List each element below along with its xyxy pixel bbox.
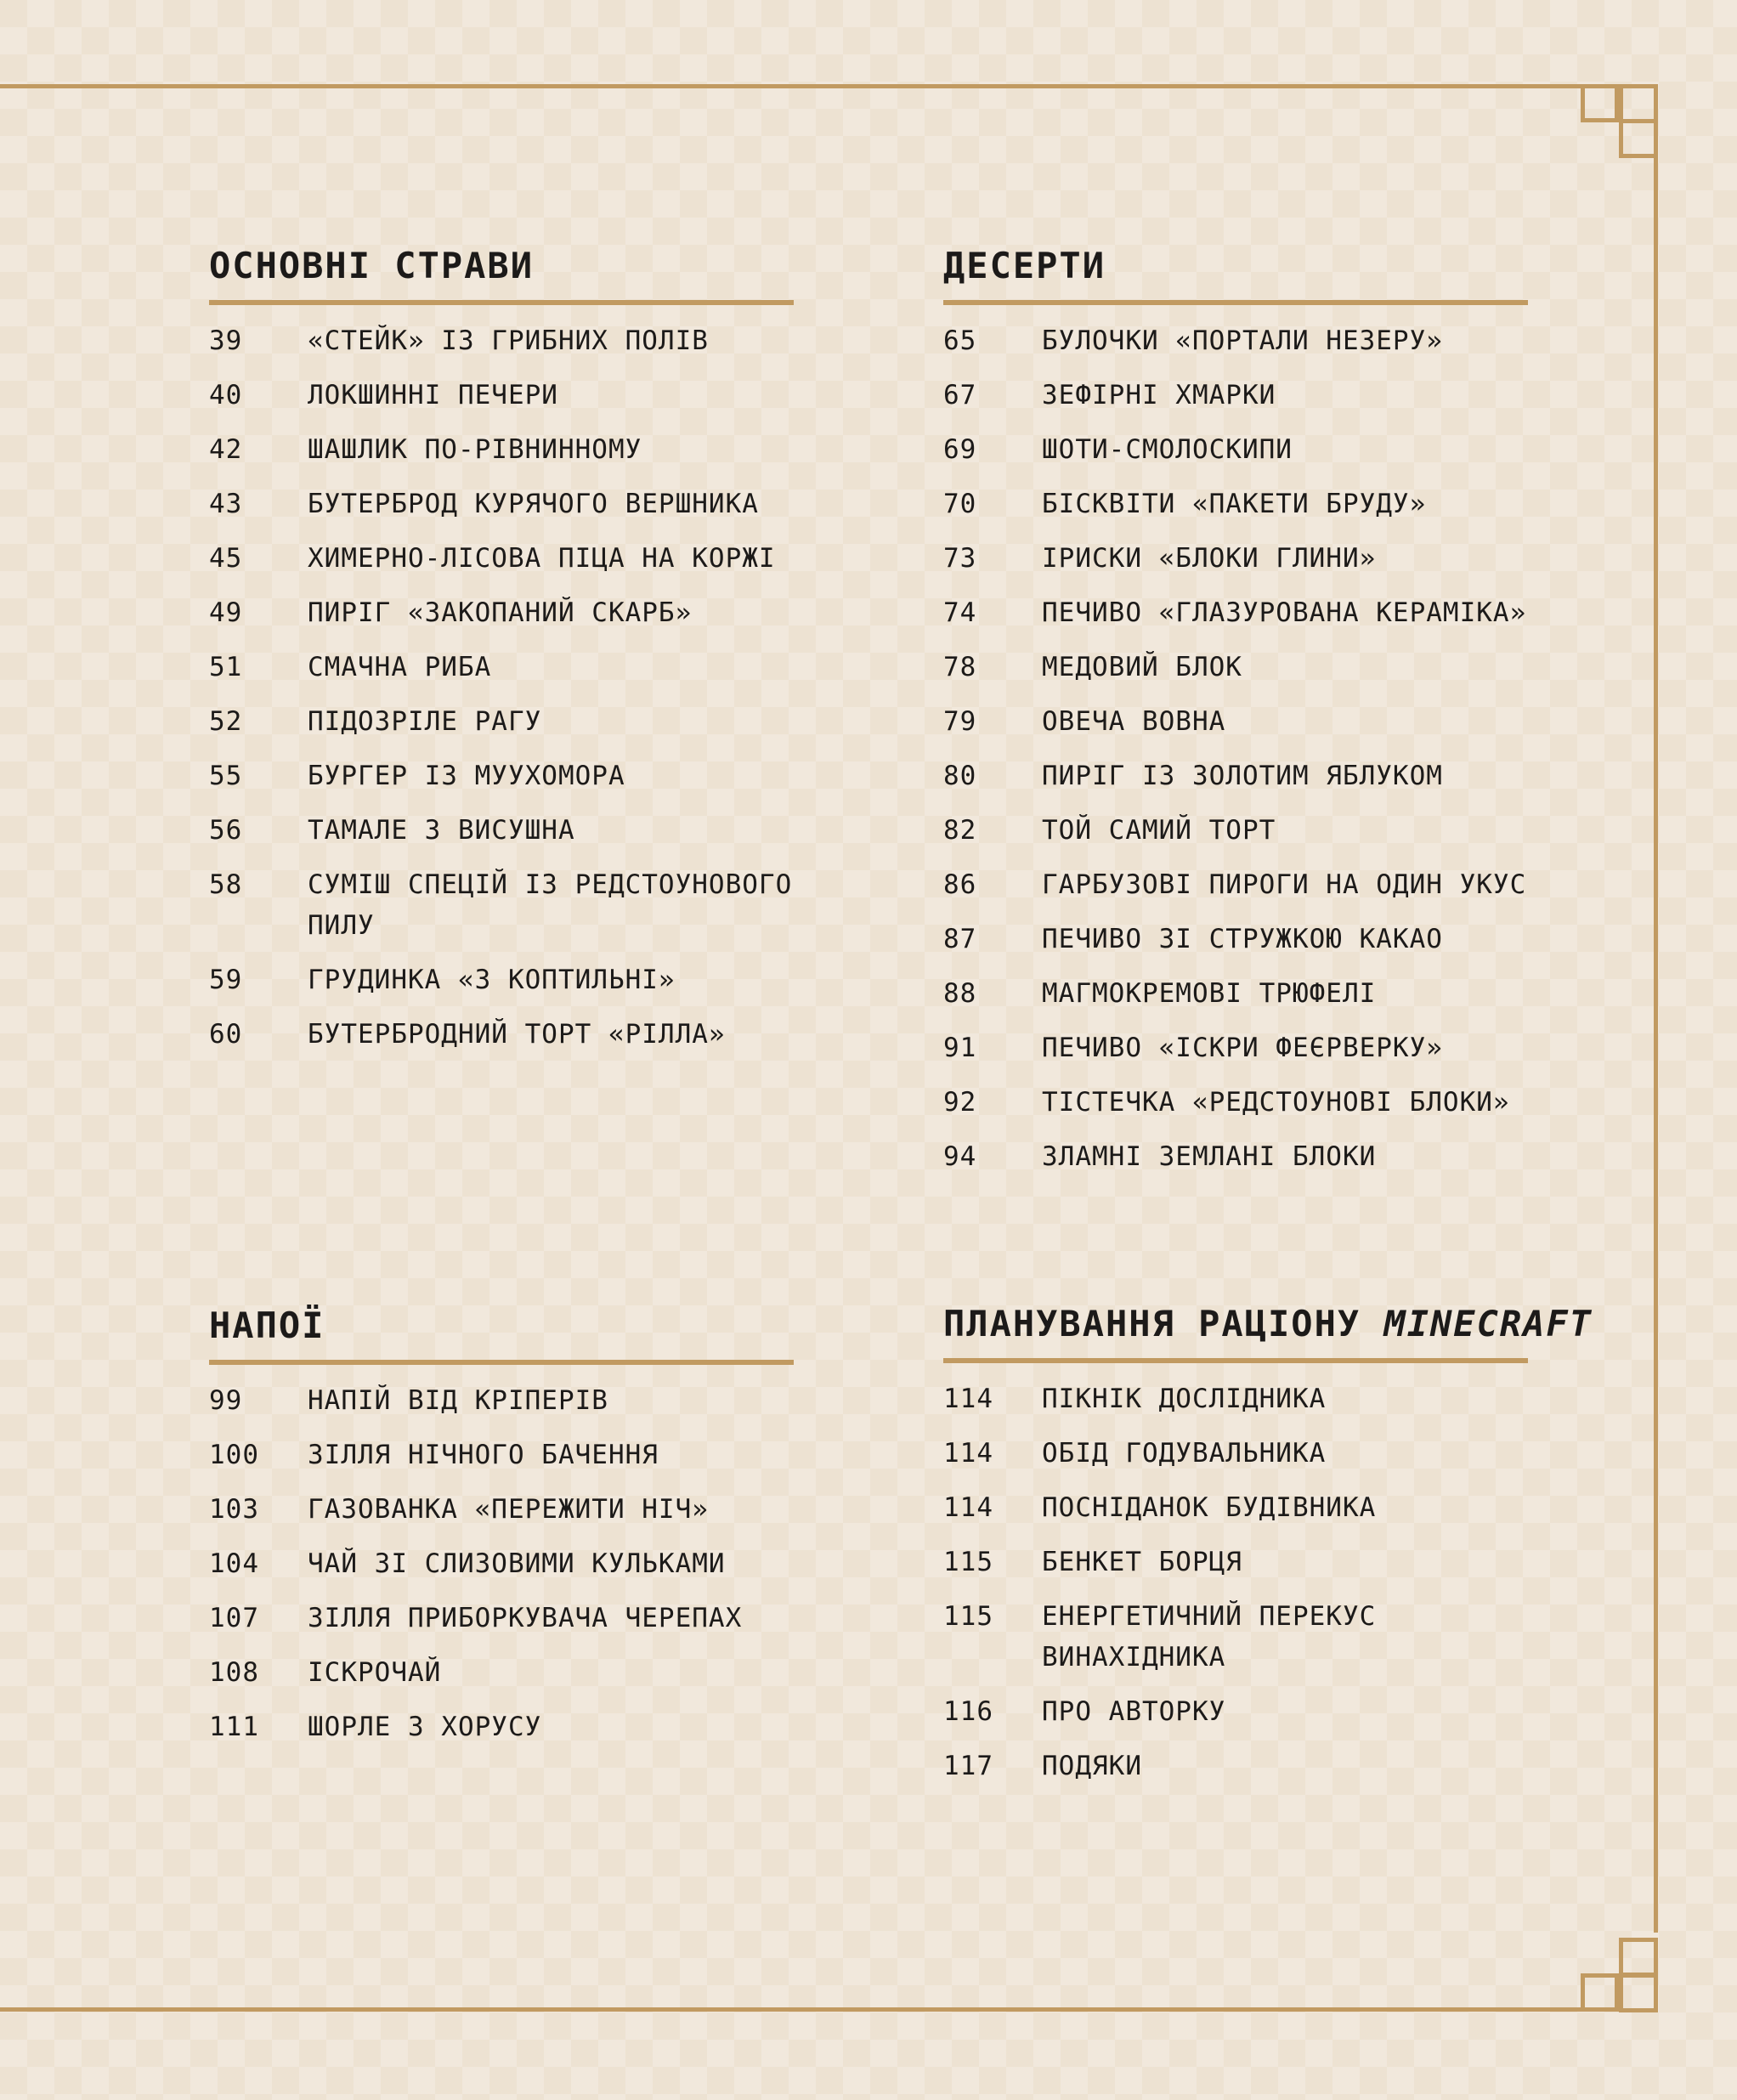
toc-entry[interactable]	[209, 756, 821, 810]
toc-entry[interactable]	[209, 1380, 821, 1435]
toc-entry[interactable]	[943, 1691, 1555, 1746]
entry-title: СУМІШ СПЕЦІЙ ІЗ РЕДСТОУНОВОГО ПИЛУ	[308, 869, 793, 941]
toc-entry[interactable]	[209, 647, 821, 701]
entry-title: ПЕЧИВО «ІСКРИ ФЕЄРВЕРКУ»	[1042, 1033, 1443, 1063]
toc-entry[interactable]	[209, 538, 821, 592]
page-number: 51	[209, 652, 243, 682]
brand-name: MINECRAFT	[1383, 1303, 1593, 1344]
entry-title: ПОДЯКИ	[1042, 1751, 1142, 1781]
entry-title: МАГМОКРЕМОВІ ТРЮФЕЛІ	[1042, 978, 1377, 1009]
entry-title: ПИРІГ ІЗ ЗОЛОТИМ ЯБЛУКОМ	[1042, 761, 1443, 791]
entry-title: ТОЙ САМИЙ ТОРТ	[1042, 815, 1276, 846]
page-number: 115	[943, 1601, 993, 1632]
entry-title: СМАЧНА РИБА	[308, 652, 492, 682]
page-number: 91	[943, 1033, 977, 1063]
page-number: 115	[943, 1547, 993, 1577]
page-number: 103	[209, 1494, 259, 1525]
page-number: 82	[943, 815, 977, 846]
toc-entry[interactable]	[943, 1378, 1555, 1433]
toc-entry[interactable]	[209, 320, 821, 375]
toc-entry[interactable]	[943, 320, 1555, 375]
toc-list	[209, 320, 821, 1068]
entry-title: ГАЗОВАНКА «ПЕРЕЖИТИ НІЧ»	[308, 1494, 709, 1525]
frame-top-border	[0, 84, 1586, 88]
frame-corner-ornament-bottom-inner	[1619, 1973, 1658, 2012]
page-number: 92	[943, 1087, 977, 1118]
page-number: 86	[943, 869, 977, 900]
toc-entry[interactable]	[943, 647, 1555, 701]
frame-corner-ornament-top-inner	[1619, 84, 1658, 123]
frame-corner-ornament-bottom-upper	[1619, 1938, 1658, 1977]
toc-entry[interactable]	[943, 1136, 1555, 1191]
page-number: 114	[943, 1384, 993, 1414]
page-number: 70	[943, 489, 977, 519]
entry-title: ТАМАЛЕ З ВИСУШНА	[308, 815, 575, 846]
page-number: 117	[943, 1751, 993, 1781]
entry-title: БУЛОЧКИ «ПОРТАЛИ НЕЗЕРУ»	[1042, 325, 1443, 356]
page-number: 58	[209, 869, 243, 900]
entry-title: ЗЛАМНІ ЗЕМЛАНІ БЛОКИ	[1042, 1141, 1377, 1172]
page-number: 65	[943, 325, 977, 356]
entry-title: ГАРБУЗОВІ ПИРОГИ НА ОДИН УКУС	[1042, 869, 1527, 900]
frame-right-border	[1654, 156, 1658, 1933]
toc-entry[interactable]	[209, 959, 821, 1014]
toc-entry[interactable]	[943, 592, 1555, 647]
entry-title: ІСКРОЧАЙ	[308, 1657, 442, 1688]
toc-entry[interactable]	[943, 484, 1555, 538]
page-number: 60	[209, 1019, 243, 1050]
frame-bottom-border	[0, 2007, 1586, 2012]
entry-title: БУТЕРБРОД КУРЯЧОГО ВЕРШНИКА	[308, 489, 759, 519]
toc-list	[209, 1380, 821, 1761]
toc-entry[interactable]	[943, 1487, 1555, 1542]
toc-entry[interactable]	[943, 1542, 1555, 1596]
page-number: 116	[943, 1696, 993, 1727]
toc-entry[interactable]	[209, 1652, 821, 1707]
section-title	[943, 1300, 1593, 1348]
entry-title: ЧАЙ ЗІ СЛИЗОВИМИ КУЛЬКАМИ	[308, 1548, 726, 1579]
toc-entry[interactable]	[943, 429, 1555, 484]
frame-corner-ornament-top-lower	[1619, 119, 1658, 158]
page-number: 87	[943, 924, 977, 954]
toc-entry[interactable]	[943, 701, 1555, 756]
toc-list	[943, 1378, 1555, 1691]
toc-entry[interactable]	[943, 919, 1555, 973]
entry-title: ІРИСКИ «БЛОКИ ГЛИНИ»	[1042, 543, 1377, 574]
entry-title: ЛОКШИННІ ПЕЧЕРИ	[308, 380, 558, 410]
entry-title: ЗЕФІРНІ ХМАРКИ	[1042, 380, 1276, 410]
section-divider	[943, 300, 1528, 305]
toc-entry[interactable]	[943, 810, 1555, 864]
page-number: 79	[943, 706, 977, 737]
section-desserts	[943, 242, 1555, 1191]
page-number: 40	[209, 380, 243, 410]
entry-title: НАПІЙ ВІД КРІПЕРІВ	[308, 1385, 608, 1416]
entry-title: ПИРІГ «ЗАКОПАНИЙ СКАРБ»	[308, 597, 693, 628]
section-divider	[209, 1360, 794, 1365]
section-title: НАПОЇ	[209, 1305, 325, 1346]
entry-title: ЗІЛЛЯ ПРИБОРКУВАЧА ЧЕРЕПАХ	[308, 1603, 743, 1633]
entry-title: МЕДОВИЙ БЛОК	[1042, 652, 1242, 682]
toc-entry[interactable]	[943, 375, 1555, 429]
toc-entry[interactable]	[943, 1027, 1555, 1082]
toc-extra-list	[943, 1691, 1555, 1800]
entry-title: «СТЕЙК» ІЗ ГРИБНИХ ПОЛІВ	[308, 325, 709, 356]
entry-title: БЕНКЕТ БОРЦЯ	[1042, 1547, 1242, 1577]
entry-title: ОБІД ГОДУВАЛЬНИКА	[1042, 1438, 1327, 1469]
entry-title: БУТЕРБРОДНИЙ ТОРТ «РІЛЛА»	[308, 1019, 726, 1050]
toc-entry[interactable]	[943, 1596, 1555, 1691]
entry-title: ШАШЛИК ПО-РІВНИННОМУ	[308, 434, 642, 465]
page-number: 49	[209, 597, 243, 628]
toc-entry[interactable]	[209, 864, 821, 959]
page-number: 107	[209, 1603, 259, 1633]
toc-entry[interactable]	[943, 864, 1555, 919]
page-number: 108	[209, 1657, 259, 1688]
entry-title: ТІСТЕЧКА «РЕДСТОУНОВІ БЛОКИ»	[1042, 1087, 1510, 1118]
entry-title: ПЕЧИВО «ГЛАЗУРОВАНА КЕРАМІКА»	[1042, 597, 1527, 628]
entry-title: ПЕЧИВО ЗІ СТРУЖКОЮ КАКАО	[1042, 924, 1443, 954]
page-number: 94	[943, 1141, 977, 1172]
entry-title: ШОТИ-СМОЛОСКИПИ	[1042, 434, 1293, 465]
toc-entry[interactable]	[209, 1435, 821, 1489]
section-drinks	[209, 1302, 821, 1761]
toc-entry[interactable]	[209, 810, 821, 864]
toc-entry[interactable]	[209, 484, 821, 538]
section-divider	[209, 300, 794, 305]
entry-title: ЕНЕРГЕТИЧНИЙ ПЕРЕКУС ВИНАХІДНИКА	[1042, 1601, 1377, 1673]
entry-title: ПОСНІДАНОК БУДІВНИКА	[1042, 1492, 1377, 1523]
entry-title: ПРО АВТОРКУ	[1042, 1696, 1226, 1727]
toc-entry[interactable]	[943, 973, 1555, 1027]
toc-entry[interactable]	[943, 1082, 1555, 1136]
entry-title: ПІДОЗРІЛЕ РАГУ	[308, 706, 542, 737]
entry-title: ЗІЛЛЯ НІЧНОГО БАЧЕННЯ	[308, 1440, 659, 1470]
entry-title: БУРГЕР ІЗ МУУХОМОРА	[308, 761, 625, 791]
entry-title: ПІКНІК ДОСЛІДНИКА	[1042, 1384, 1327, 1414]
entry-title: ГРУДИНКА «З КОПТИЛЬНІ»	[308, 965, 676, 995]
section-main-dishes	[209, 242, 821, 1068]
toc-entry[interactable]	[209, 1489, 821, 1543]
entry-title: ХИМЕРНО-ЛІСОВА ПІЦА НА КОРЖІ	[308, 543, 776, 574]
toc-entry[interactable]	[209, 592, 821, 647]
section-title: ОСНОВНІ СТРАВИ	[209, 245, 535, 286]
toc-entry[interactable]	[943, 756, 1555, 810]
toc-entry[interactable]	[943, 1433, 1555, 1487]
entry-title: БІСКВІТИ «ПАКЕТИ БРУДУ»	[1042, 489, 1427, 519]
page-number: 114	[943, 1438, 993, 1469]
entry-title: ОВЕЧА ВОВНА	[1042, 706, 1226, 737]
toc-entry[interactable]	[943, 1746, 1555, 1800]
toc-list	[943, 320, 1555, 1191]
toc-entry[interactable]	[209, 429, 821, 484]
page-number: 42	[209, 434, 243, 465]
page-number: 45	[209, 543, 243, 574]
section-title-text: ПЛАНУВАННЯ РАЦІОНУ	[943, 1303, 1361, 1344]
page-number: 67	[943, 380, 977, 410]
toc-entry[interactable]	[943, 538, 1555, 592]
page-number: 52	[209, 706, 243, 737]
page-number: 78	[943, 652, 977, 682]
entry-title: ШОРЛЕ З ХОРУСУ	[308, 1712, 542, 1742]
section-divider	[943, 1358, 1528, 1363]
section-title: ДЕСЕРТИ	[943, 245, 1106, 286]
page-number: 55	[209, 761, 243, 791]
page-number: 104	[209, 1548, 259, 1579]
toc-entry[interactable]	[209, 1598, 821, 1652]
page-number: 43	[209, 489, 243, 519]
page-number: 56	[209, 815, 243, 846]
page-number: 59	[209, 965, 243, 995]
page-number: 114	[943, 1492, 993, 1523]
page-number: 88	[943, 978, 977, 1009]
frame-corner-ornament-top	[1581, 84, 1619, 122]
section-meal-planning	[943, 1300, 1593, 1800]
toc-entry[interactable]	[209, 1707, 821, 1761]
page-number: 100	[209, 1440, 259, 1470]
frame-corner-ornament-bottom	[1581, 1973, 1619, 2012]
toc-entry[interactable]	[209, 1014, 821, 1068]
page-number: 80	[943, 761, 977, 791]
page-number: 74	[943, 597, 977, 628]
toc-entry[interactable]	[209, 375, 821, 429]
page-number: 69	[943, 434, 977, 465]
page-number: 99	[209, 1385, 243, 1416]
page-number: 111	[209, 1712, 259, 1742]
toc-entry[interactable]	[209, 1543, 821, 1598]
toc-entry[interactable]	[209, 701, 821, 756]
page-number: 73	[943, 543, 977, 574]
page-number: 39	[209, 325, 243, 356]
